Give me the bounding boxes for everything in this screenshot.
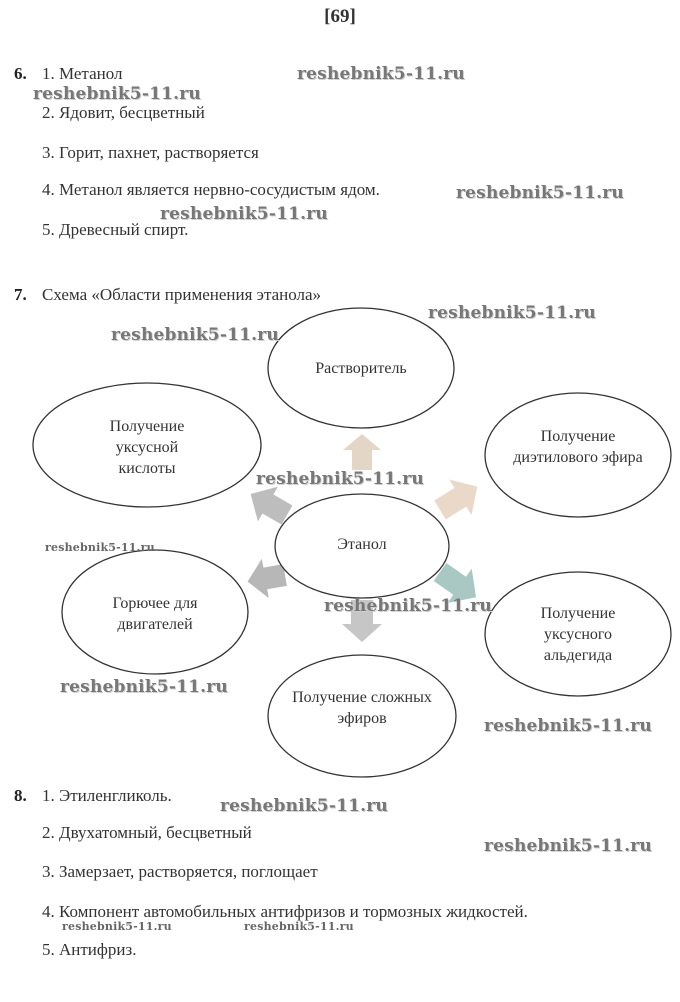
arrow-top-right-shape bbox=[429, 469, 489, 528]
q6-line-1: 1. Метанол bbox=[42, 64, 123, 83]
watermark: reshebnik5-11.ru bbox=[484, 716, 652, 736]
question-6-number: 6. bbox=[14, 64, 27, 83]
arrow-to-top-right bbox=[429, 469, 489, 528]
node-top-label: Растворитель bbox=[315, 360, 407, 377]
node-top-left-label: Получение уксусной кислоты bbox=[109, 418, 185, 477]
center-label: Этанол bbox=[337, 536, 387, 553]
arrow-to-top bbox=[343, 434, 381, 470]
watermark: reshebnik5-11.ru bbox=[60, 677, 228, 697]
watermark: reshebnik5-11.ru bbox=[62, 920, 172, 933]
node-bottom-label: Получение сложных эфиров bbox=[292, 689, 432, 727]
q6-line-5: 5. Древесный спирт. bbox=[42, 220, 189, 239]
watermark: reshebnik5-11.ru bbox=[324, 596, 492, 616]
q8-line-1: 1. Этиленгликоль. bbox=[42, 786, 172, 805]
arrow-top-shape bbox=[343, 434, 381, 470]
watermark: reshebnik5-11.ru bbox=[256, 469, 424, 489]
watermark: reshebnik5-11.ru bbox=[484, 836, 652, 856]
watermark: reshebnik5-11.ru bbox=[244, 920, 354, 933]
node-bottom-right-label: Получение уксусного альдегида bbox=[540, 605, 616, 664]
q6-line-2: 2. Ядовит, бесцветный bbox=[42, 103, 205, 122]
watermark: reshebnik5-11.ru bbox=[33, 84, 201, 104]
watermark: reshebnik5-11.ru bbox=[456, 183, 624, 203]
q8-line-5: 5. Антифриз. bbox=[42, 940, 137, 959]
node-top-right-label: Получение диэтилового эфира bbox=[513, 428, 643, 466]
node-bottom-left-label: Горючее для двигателей bbox=[112, 595, 198, 633]
page-number: [69] bbox=[324, 6, 356, 27]
q8-line-2: 2. Двухатомный, бесцветный bbox=[42, 823, 252, 842]
watermark: reshebnik5-11.ru bbox=[297, 64, 465, 84]
watermark: reshebnik5-11.ru bbox=[220, 796, 388, 816]
watermark: reshebnik5-11.ru bbox=[45, 541, 155, 554]
q8-line-4: 4. Компонент автомобильных антифризов и тормозных жидкостей. bbox=[42, 902, 528, 921]
q7-title: Схема «Области применения этанола» bbox=[42, 285, 322, 304]
q6-line-4: 4. Метанол является нервно-сосудистым ядом. bbox=[42, 180, 380, 199]
watermark: reshebnik5-11.ru bbox=[160, 204, 328, 224]
watermark: reshebnik5-11.ru bbox=[111, 325, 279, 345]
question-7-number: 7. bbox=[14, 285, 27, 304]
question-8-number: 8. bbox=[14, 786, 27, 805]
q6-line-3: 3. Горит, пахнет, растворяется bbox=[42, 143, 259, 162]
q8-line-3: 3. Замерзает, растворяется, поглощает bbox=[42, 862, 318, 881]
watermark: reshebnik5-11.ru bbox=[428, 303, 596, 323]
